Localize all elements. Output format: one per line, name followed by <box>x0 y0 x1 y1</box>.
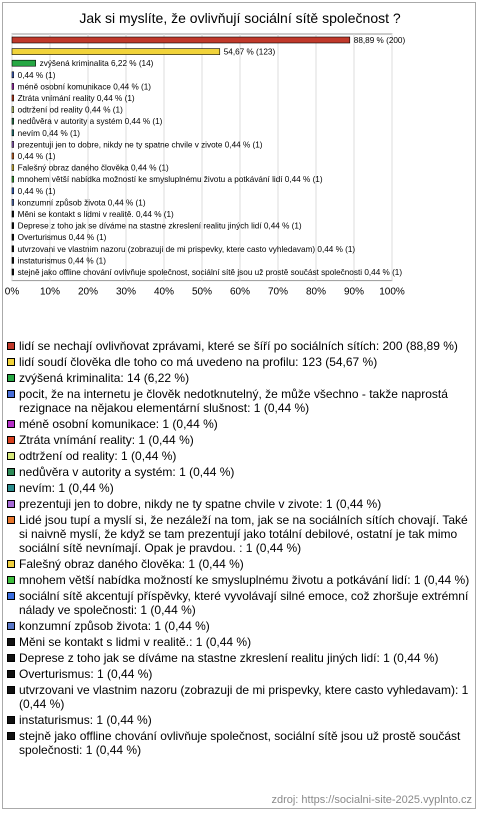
legend-swatch <box>7 670 15 678</box>
bar <box>12 83 14 89</box>
legend-swatch <box>7 654 15 662</box>
bar-value-label: 0,44 % (1) <box>17 186 56 196</box>
x-tick-label: 60% <box>229 286 251 298</box>
x-tick-label: 90% <box>343 286 365 298</box>
legend-label: Ztráta vnímání reality: 1 (0,44 %) <box>19 433 194 447</box>
legend-label: odtržení od reality: 1 (0,44 %) <box>19 449 177 463</box>
bar-value-label: Ztráta vnímání reality 0,44 % (1) <box>17 94 135 103</box>
x-tick-label: 0% <box>4 286 20 298</box>
legend-item <box>6 619 472 633</box>
legend-item <box>6 371 472 385</box>
legend-swatch <box>7 638 15 646</box>
legend-swatch <box>7 374 15 382</box>
legend-swatch <box>7 622 15 630</box>
legend-swatch <box>7 468 15 476</box>
legend-item <box>6 433 472 447</box>
legend-item <box>6 339 472 353</box>
bar <box>12 141 14 147</box>
legend-label: pocit, že na internetu je člověk nedotknutelný, že může všechno - takže naprostá rezignace na nějakou elementární slušnost: 1 (0,44 %) <box>19 387 448 415</box>
legend-item <box>6 683 472 711</box>
x-tick-label: 30% <box>115 286 137 298</box>
legend-label: nevím: 1 (0,44 %) <box>19 481 114 495</box>
legend-item <box>6 449 472 463</box>
legend-swatch <box>7 732 15 740</box>
legend-swatch <box>7 484 15 492</box>
legend-swatch <box>7 342 15 350</box>
bar <box>12 72 14 78</box>
bar <box>12 234 14 240</box>
legend-swatch <box>7 420 15 428</box>
bar <box>12 153 14 159</box>
legend-label: instaturismus: 1 (0,44 %) <box>19 713 152 727</box>
bar <box>12 165 14 171</box>
bar-value-label: Falešný obraz daného člověka 0,44 % (1) <box>17 163 169 173</box>
x-tick-label: 70% <box>267 286 289 298</box>
bar-value-label: Měni se kontakt s lidmi v realitě. 0,44 % (1) <box>17 210 174 219</box>
bar <box>12 60 36 66</box>
legend-swatch <box>7 716 15 724</box>
bar <box>12 199 14 205</box>
bar <box>12 49 220 55</box>
legend-label: Falešný obraz daného člověka: 1 (0,44 %) <box>19 557 244 571</box>
legend-swatch <box>7 390 15 398</box>
legend-label: lidí se nechají ovlivňovat zprávami, které se šíří po sociálních sítích: 200 (88,89 %) <box>19 339 458 353</box>
legend-swatch <box>7 452 15 460</box>
legend-item <box>6 667 472 681</box>
bar <box>12 118 14 124</box>
legend-swatch <box>7 576 15 584</box>
legend-label: nedůvěra v autority a systém: 1 (0,44 %) <box>19 465 235 479</box>
legend-item <box>6 729 472 757</box>
bar-value-label: stejně jako offline chování ovlivňuje společnost, sociální sítě jsou už prostě součást společnosti 0,44 % (1) <box>17 268 403 277</box>
legend-label: sociální sítě akcentují příspěvky, které vyvolávají silné emoce, což zhoršuje extrémní nálady ve společnosti: 1 (0,44 %) <box>19 589 469 617</box>
legend-item <box>6 513 472 555</box>
legend-label: konzumní způsob života: 1 (0,44 %) <box>19 619 210 633</box>
legend-swatch <box>7 560 15 568</box>
bar <box>12 188 14 194</box>
bar-value-label: utvrzovani ve vlastnim nazoru (zobrazuji de mi prispevky, ktere casto vyhledavam) 0,44 % (1) <box>17 244 356 254</box>
legend-swatch <box>7 592 15 600</box>
legend-item <box>6 589 472 617</box>
bar-value-label: méně osobní komunikace 0,44 % (1) <box>17 82 152 92</box>
chart-legend <box>6 339 472 759</box>
chart-title: Jak si myslíte, že ovlivňují sociální sítě společnost ? <box>79 10 401 26</box>
legend-item <box>6 573 472 587</box>
legend-item <box>6 387 472 415</box>
legend-item <box>6 481 472 495</box>
x-tick-label: 100% <box>379 286 405 298</box>
legend-label: méně osobní komunikace: 1 (0,44 %) <box>19 417 218 431</box>
bar <box>12 37 350 43</box>
bar-value-label: instaturismus 0,44 % (1) <box>17 256 106 266</box>
bar-value-label: Overturismus 0,44 % (1) <box>17 233 107 243</box>
legend-item <box>6 355 472 369</box>
source-footer[interactable]: zdroj: https://socialni-site-2025.vyplnto.cz <box>271 794 472 806</box>
legend-label: mnohem větší nabídka možností ke smysluplnému životu a potkávání lidí: 1 (0,44 %) <box>19 573 470 587</box>
x-tick-label: 20% <box>77 286 99 298</box>
bar <box>12 176 14 182</box>
legend-item <box>6 651 472 665</box>
legend-item <box>6 713 472 727</box>
bar-value-label: Deprese z toho jak se díváme na stastne zkreslení realitu jiných lidí 0,44 % (1) <box>17 221 302 231</box>
bar <box>12 211 14 217</box>
x-tick-label: 80% <box>305 286 327 298</box>
legend-label: prezentuji jen to dobre, nikdy ne ty spatne chvile v zivote: 1 (0,44 %) <box>19 497 382 511</box>
bar-value-label: mnohem větší nabídka možností ke smysluplnému životu a potkávání lidí 0,44 % (1) <box>17 175 323 185</box>
bar <box>12 130 14 136</box>
bar-value-label: nevím 0,44 % (1) <box>17 128 81 138</box>
legend-item <box>6 497 472 511</box>
legend-swatch <box>7 516 15 524</box>
bar-value-label: nedůvěra v autority a systém 0,44 % (1) <box>17 117 163 127</box>
legend-label: stejně jako offline chování ovlivňuje společnost, sociální sítě jsou už prostě součást společnosti: 1 (0,44 %) <box>19 729 461 757</box>
legend-label: Deprese z toho jak se díváme na stastne zkreslení realitu jiných lidí: 1 (0,44 %) <box>19 651 439 665</box>
bar-value-label: konzumní způsob života 0,44 % (1) <box>17 198 146 208</box>
legend-label: zvýšená kriminalita: 14 (6,22 %) <box>19 371 190 385</box>
legend-label: Overturismus: 1 (0,44 %) <box>19 667 153 681</box>
legend-item <box>6 417 472 431</box>
bar-value-label: odtržení od reality 0,44 % (1) <box>17 105 123 115</box>
legend-label: Měni se kontakt s lidmi v realitě.: 1 (0,44 %) <box>19 635 252 649</box>
bar-value-label: 0,44 % (1) <box>17 70 56 80</box>
bar-value-label: zvýšená kriminalita 6,22 % (14) <box>39 59 154 69</box>
x-tick-label: 50% <box>191 286 213 298</box>
legend-label: utvrzovani ve vlastnim nazoru (zobrazuji de mi prispevky, ktere casto vyhledavam): 1 (0,44 %) <box>19 683 469 711</box>
bar <box>12 107 14 113</box>
legend-swatch <box>7 436 15 444</box>
legend-item <box>6 465 472 479</box>
bar <box>12 269 14 275</box>
x-tick-label: 40% <box>153 286 175 298</box>
bar-value-label: 54,67 % (123) <box>223 47 276 57</box>
legend-label: lidí soudí člověka dle toho co má uvedeno na profilu: 123 (54,67 %) <box>19 355 378 369</box>
bar-value-label: prezentuji jen to dobre, nikdy ne ty spatne chvile v zivote 0,44 % (1) <box>17 140 263 150</box>
bar <box>12 223 14 229</box>
bar-chart-plot <box>4 34 472 336</box>
legend-swatch <box>7 686 15 694</box>
bar-value-label: 0,44 % (1) <box>17 152 56 161</box>
bar <box>12 95 14 101</box>
x-tick-label: 10% <box>39 286 61 298</box>
legend-swatch <box>7 500 15 508</box>
legend-label: Lidé jsou tupí a myslí si, že nezáleží na tom, jak se na sociálních sítích chovají. Také si naivně myslí, že když se tam prezentují jako totální debilové, ostatní je tak mimo sociální sítě nevnímají. Opak je pravdou. : 1 (0,44 %) <box>19 513 468 555</box>
bar <box>12 257 14 263</box>
legend-item <box>6 557 472 571</box>
bar <box>12 246 14 252</box>
bar-value-label: 88,89 % (200) <box>353 36 406 45</box>
legend-item <box>6 635 472 649</box>
legend-swatch <box>7 358 15 366</box>
